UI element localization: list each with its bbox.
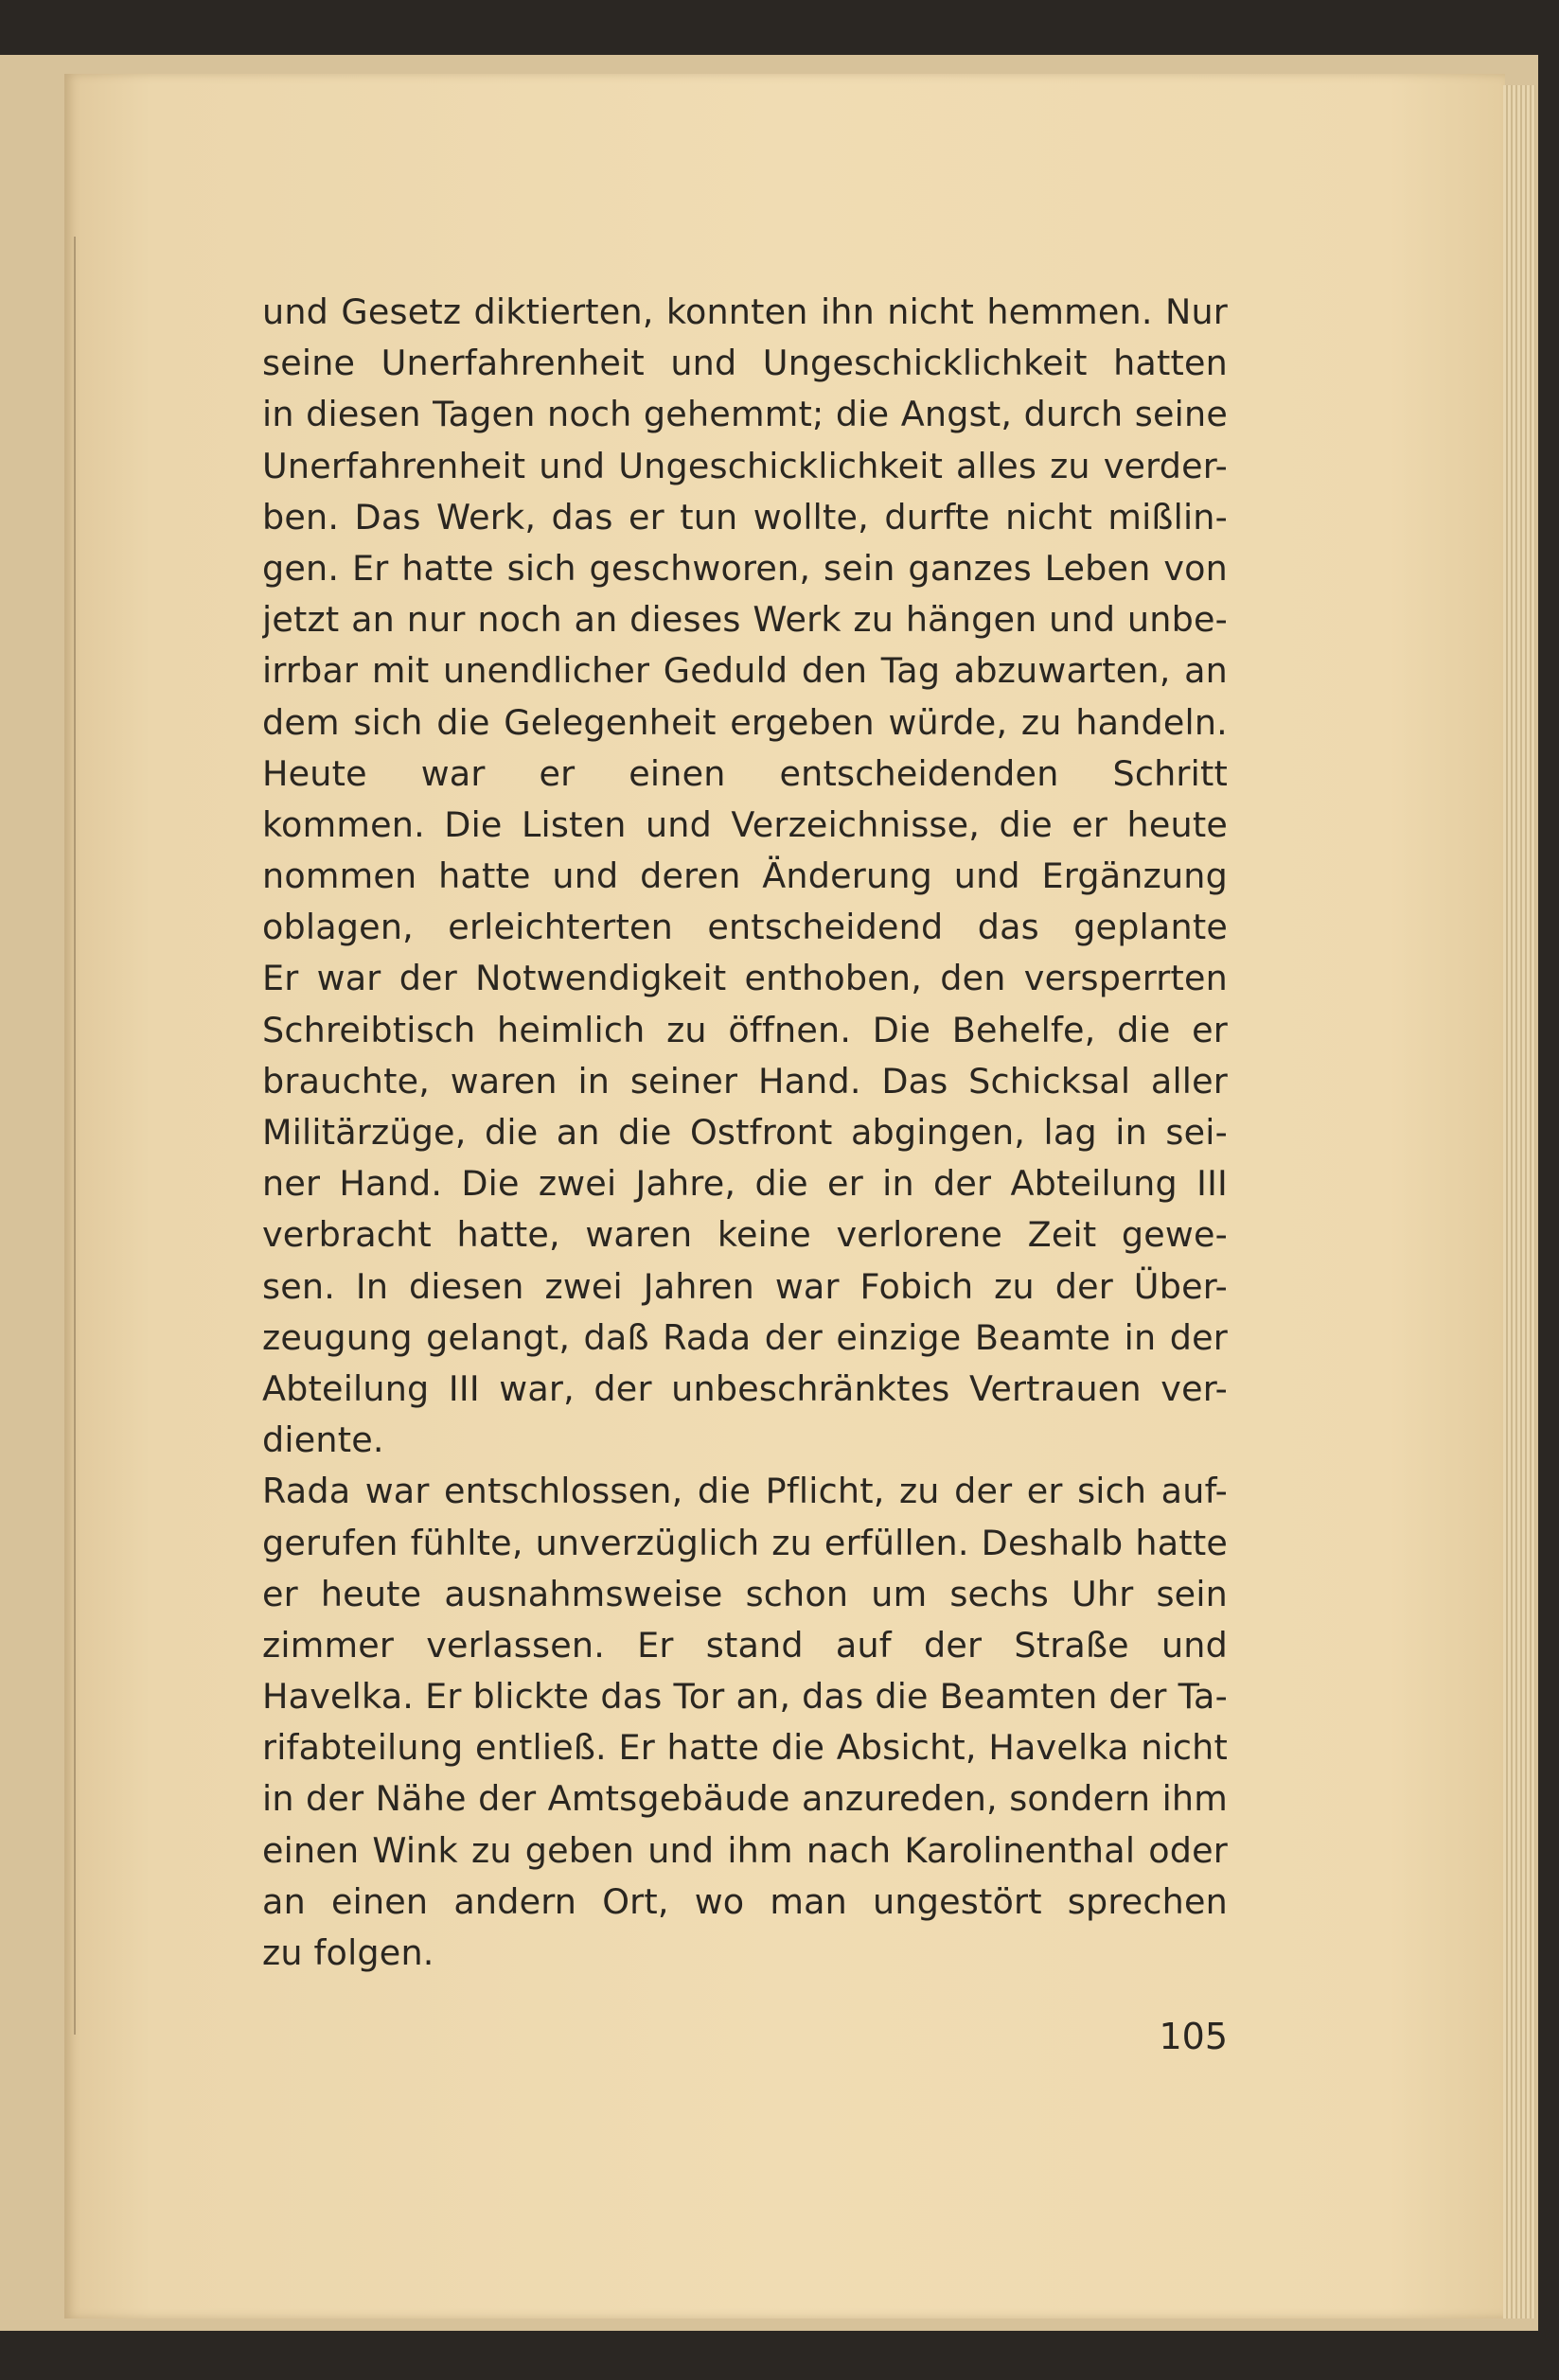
text-line: Militärzüge, die an die Ostfront abgingen, lag in sei- (262, 1112, 1228, 1153)
gutter-shadow (74, 237, 76, 2035)
text-line: in diesen Tagen noch gehemmt; die Angst, durch seine (262, 394, 1228, 435)
text-line: Unerfahrenheit und Ungeschicklichkeit alles zu verder- (262, 445, 1228, 486)
text-line: irrbar mit unendlicher Geduld den Tag abzuwarten, an (262, 650, 1228, 692)
text-line: einen Wink zu geben und ihm nach Karolinenthal oder (262, 1829, 1228, 1871)
text-line: dem sich die Gelegenheit ergeben würde, zu handeln. (262, 701, 1228, 743)
text-line: nommen hatte und deren Änderung und Ergänzung (262, 855, 1228, 897)
text-line: Rada war entschlossen, die Pflicht, zu der er sich auf- (262, 1471, 1228, 1512)
text-line: Havelka. Er blickte das Tor an, das die Beamten der Ta- (262, 1676, 1228, 1718)
text-line: Er war der Notwendigkeit enthoben, den versperrten (262, 958, 1228, 999)
text-line: an einen andern Ort, wo man ungestört sprechen (262, 1880, 1228, 1922)
text-line: gen. Er hatte sich geschworen, sein ganzes Leben von (262, 547, 1228, 589)
text-line: kommen. Die Listen und Verzeichnisse, die er heute (262, 803, 1228, 845)
text-line: gerufen fühlte, unverzüglich zu erfüllen. Deshalb hatte (262, 1522, 1228, 1563)
page-edges (1503, 85, 1535, 2318)
text-line: jetzt an nur noch an dieses Werk zu hängen und unbe- (262, 599, 1228, 641)
text-line: Schreibtisch heimlich zu öffnen. Die Behelfe, die er (262, 1009, 1228, 1050)
text-line: brauchte, waren in seiner Hand. Das Schicksal aller (262, 1060, 1228, 1102)
text-line: in der Nähe der Amtsgebäude anzureden, sondern ihm (262, 1778, 1228, 1820)
text-line: rifabteilung entließ. Er hatte die Absicht, Havelka nicht (262, 1727, 1228, 1769)
body-text (262, 287, 1228, 1979)
text-line: oblagen, erleichterten entscheidend das geplante (262, 907, 1228, 948)
text-line: Abteilung III war, der unbeschränktes Vertrauen ver- (262, 1367, 1228, 1409)
page-number: 105 (1159, 2016, 1228, 2057)
text-line: er heute ausnahmsweise schon um sechs Uhr sein (262, 1573, 1228, 1614)
text-line: ner Hand. Die zwei Jahre, die er in der Abteilung III (262, 1163, 1228, 1205)
text-line: zeugung gelangt, daß Rada der einzige Beamte in der (262, 1316, 1228, 1358)
text-line: sen. In diesen zwei Jahren war Fobich zu der Über- (262, 1265, 1228, 1307)
text-line: und Gesetz diktierten, konnten ihn nicht hemmen. Nur (262, 291, 1228, 332)
text-line: Heute war er einen entscheidenden Schritt (262, 752, 1228, 794)
text-line: ben. Das Werk, das er tun wollte, durfte nicht mißlin- (262, 496, 1228, 538)
text-line: zimmer verlassen. Er stand auf der Straße und (262, 1624, 1228, 1666)
text-line: verbracht hatte, waren keine verlorene Zeit gewe- (262, 1214, 1228, 1256)
text-line: zu folgen. (262, 1932, 434, 1973)
text-line: diente. (262, 1419, 384, 1461)
text-line: seine Unerfahrenheit und Ungeschicklichkeit hatten (262, 343, 1228, 384)
